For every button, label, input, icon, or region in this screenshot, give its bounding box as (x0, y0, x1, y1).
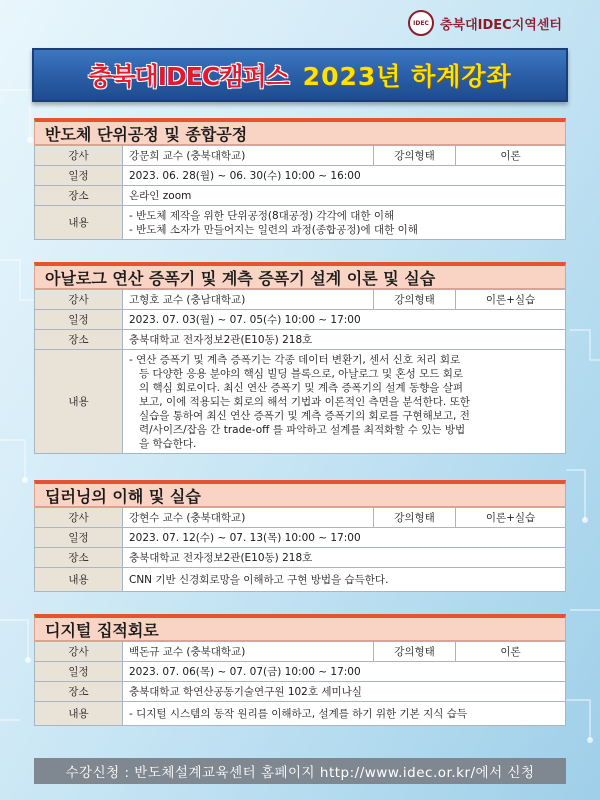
format-value: 이론+실습 (456, 290, 566, 310)
title-banner (32, 48, 568, 102)
location-label: 장소 (35, 330, 123, 350)
location-value: 충북대학교 학연산공동기술연구원 102호 세미나실 (123, 682, 566, 702)
content-row (35, 568, 566, 592)
format-value: 이론 (456, 146, 566, 166)
schedule-label: 일정 (35, 662, 123, 682)
registration-text: 수강신청 : 반도체설계교육센터 홈페이지 http://www.idec.or.kr/에서 신청 (65, 765, 535, 781)
content-line: 의 핵심 회로이다. 최신 연산 증폭기 및 계측 증폭기의 설계 동향을 살펴 (139, 381, 464, 394)
format-value: 이론+실습 (456, 508, 566, 528)
content-value: - 디지털 시스템의 동작 원리를 이해하고, 설계를 하기 위한 기본 지식 습득 (123, 702, 566, 726)
instructor-label: 강사 (35, 508, 123, 528)
course-info-table (34, 289, 566, 454)
instructor-label: 강사 (35, 642, 123, 662)
location-label: 장소 (35, 186, 123, 206)
banner-campus-title: 충북대IDEC캠퍼스 (88, 62, 289, 91)
content-value: CNN 기반 신경회로망을 이해하고 구현 방법을 습득한다. (123, 568, 566, 592)
content-line: - 반도체 제작을 위한 단위공정(8대공정) 각각에 대한 이해 (129, 209, 395, 222)
course-info-table (34, 507, 566, 592)
university-emblem-icon (408, 10, 434, 36)
format-label: 강의형태 (374, 290, 456, 310)
course-block-3 (34, 480, 566, 592)
content-row (35, 702, 566, 726)
course-info-table (34, 145, 566, 240)
location-row (35, 682, 566, 702)
content-row (35, 206, 566, 240)
content-line: 보고, 이에 적용되는 회로의 해석 기법과 이론적인 측면을 분석한다. 또한 (139, 395, 470, 408)
center-name: 충북대IDEC지역센터 (440, 17, 562, 33)
schedule-label: 일정 (35, 310, 123, 330)
emblem-mark: IDEC (413, 19, 429, 27)
schedule-row (35, 310, 566, 330)
content-line: 등 다양한 응용 분야의 핵심 빌딩 블록으로, 아날로그 및 혼성 모드 회로 (139, 367, 464, 380)
course-title: 디지털 집적회로 (34, 614, 566, 641)
content-line: 실습을 통하여 최신 연산 증폭기 및 계측 증폭기의 회로를 구현해보고, 전 (139, 409, 470, 422)
instructor-row (35, 642, 566, 662)
instructor-row (35, 508, 566, 528)
format-value: 이론 (456, 642, 566, 662)
content-row (35, 350, 566, 454)
content-value (123, 350, 566, 454)
registration-footer (34, 758, 566, 784)
location-label: 장소 (35, 548, 123, 568)
schedule-label: 일정 (35, 166, 123, 186)
location-value: 온라인 zoom (123, 186, 566, 206)
format-label: 강의형태 (374, 642, 456, 662)
content-label: 내용 (35, 568, 123, 592)
course-title: 딥러닝의 이해 및 실습 (34, 480, 566, 507)
schedule-row (35, 662, 566, 682)
location-row (35, 186, 566, 206)
schedule-value: 2023. 07. 03(월) ~ 07. 05(수) 10:00 ~ 17:00 (123, 310, 566, 330)
instructor-label: 강사 (35, 146, 123, 166)
location-row (35, 330, 566, 350)
format-label: 강의형태 (374, 508, 456, 528)
course-title: 아날로그 연산 증폭기 및 계측 증폭기 설계 이론 및 실습 (34, 262, 566, 289)
schedule-row (35, 528, 566, 548)
instructor-value: 강현수 교수 (충북대학교) (123, 508, 374, 528)
instructor-row (35, 146, 566, 166)
location-row (35, 548, 566, 568)
instructor-row (35, 290, 566, 310)
content-label: 내용 (35, 206, 123, 240)
content-line: - 연산 증폭기 및 계측 증폭기는 각종 데이터 변환기, 센서 신호 처리 회로 (129, 353, 461, 366)
content-label: 내용 (35, 702, 123, 726)
location-value: 충북대학교 전자정보2관(E10동) 218호 (123, 548, 566, 568)
course-block-1 (34, 118, 566, 240)
schedule-label: 일정 (35, 528, 123, 548)
content-line: - 반도체 소자가 만들어지는 일련의 과정(종합공정)에 대한 이해 (129, 223, 418, 236)
instructor-value: 고형호 교수 (충남대학교) (123, 290, 374, 310)
content-value (123, 206, 566, 240)
location-value: 충북대학교 전자정보2관(E10동) 218호 (123, 330, 566, 350)
course-block-4 (34, 614, 566, 726)
content-label: 내용 (35, 350, 123, 454)
course-info-table (34, 641, 566, 726)
instructor-value: 강문희 교수 (충북대학교) (123, 146, 374, 166)
instructor-value: 백돈규 교수 (충북대학교) (123, 642, 374, 662)
schedule-row (35, 166, 566, 186)
course-block-2 (34, 262, 566, 454)
format-label: 강의형태 (374, 146, 456, 166)
schedule-value: 2023. 07. 12(수) ~ 07. 13(목) 10:00 ~ 17:00 (123, 528, 566, 548)
center-logo (408, 10, 562, 36)
instructor-label: 강사 (35, 290, 123, 310)
location-label: 장소 (35, 682, 123, 702)
schedule-value: 2023. 07. 06(목) ~ 07. 07(금) 10:00 ~ 17:00 (123, 662, 566, 682)
banner-season-title: 2023년 하계강좌 (302, 62, 512, 91)
course-title: 반도체 단위공정 및 종합공정 (34, 118, 566, 145)
content-line: 력/사이즈/잡음 간 trade-off 를 파악하고 설계를 최적화할 수 있는 방법 (139, 423, 466, 436)
content-line: 을 학습한다. (139, 437, 197, 450)
schedule-value: 2023. 06. 28(월) ~ 06. 30(수) 10:00 ~ 16:00 (123, 166, 566, 186)
